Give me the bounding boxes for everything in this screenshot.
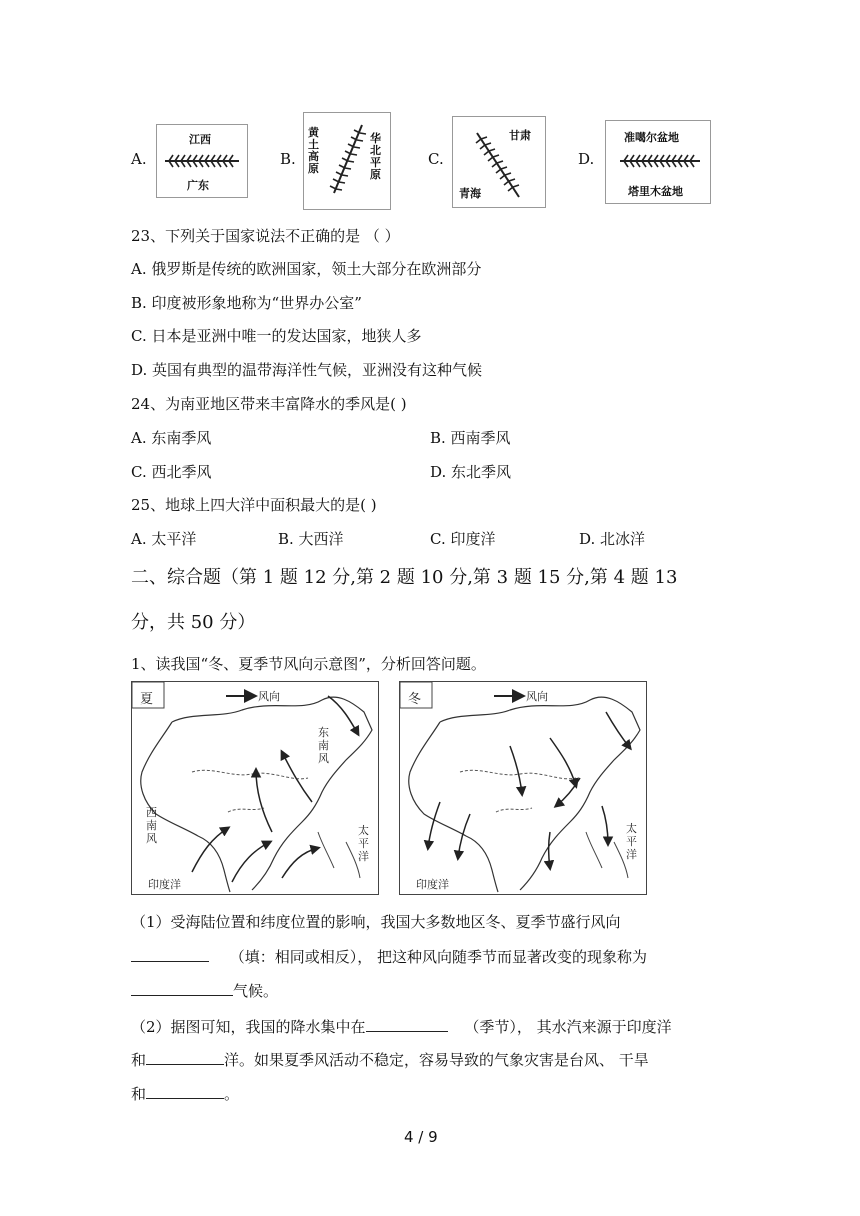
option-d-letter: D. (578, 150, 595, 168)
option-a-letter: A. (131, 150, 147, 168)
southwest-wind-label: 西南风 (146, 806, 157, 845)
q1-part1-line3 (131, 980, 278, 1001)
q1-part2-line3 (131, 1083, 239, 1104)
summer-indian-ocean-label: 印度洋 (148, 878, 181, 891)
option-c-letter: C. (428, 150, 444, 168)
summer-pacific-label: 太平洋 (358, 824, 369, 863)
option-b-left-label: 黄土高原 (308, 126, 319, 175)
q1-part2-text-d: 洋。如果夏季风活动不稳定，容易导致的气象灾害是台风、 干旱 (224, 1051, 649, 1069)
q1-part2-text-c: 和 (131, 1051, 147, 1069)
q23-option-c: C. 日本是亚洲中唯一的发达国家，地狭人多 (131, 327, 422, 345)
option-a-image (156, 124, 248, 198)
option-d-top-label: 准噶尔盆地 (624, 131, 679, 144)
section2-heading-line2: 分，共 50 分） (131, 612, 256, 633)
section2-heading-line1: 二、综合题（第 1 题 12 分,第 2 题 10 分,第 3 题 15 分,第 4 题 13 (131, 567, 678, 588)
southeast-wind-label: 东南风 (318, 726, 329, 765)
q24-option-c: C. 西北季风 (131, 463, 212, 481)
q23-option-b: B. 印度被形象地称为“世界办公室” (131, 294, 362, 312)
q1-part2-text-b: （季节）， 其水汽来源于印度洋 (464, 1018, 672, 1036)
winter-monsoon-map (399, 681, 647, 895)
page-number: 4 / 9 (404, 1128, 438, 1146)
summer-season-label: 夏 (140, 692, 154, 707)
q1-part1-line2 (131, 946, 647, 967)
option-a-bottom-label: 广东 (187, 179, 209, 192)
option-c-top-label: 甘肃 (509, 129, 531, 142)
winter-legend-label: 风向 (526, 690, 548, 703)
q1-part1-line1: （1）受海陆位置和纬度位置的影响，我国大多数地区冬、夏季节盛行风向 (131, 913, 621, 931)
answer-blank[interactable] (366, 1017, 448, 1032)
q24-stem: 24、为南亚地区带来丰富降水的季风是( ) (131, 395, 407, 413)
answer-blank[interactable] (131, 947, 209, 962)
q24-option-b: B. 西南季风 (430, 429, 511, 447)
q25-stem: 25、地球上四大洋中面积最大的是( ) (131, 496, 377, 514)
answer-blank[interactable] (146, 1050, 224, 1065)
summer-monsoon-map (131, 681, 379, 895)
winter-map-graphic (400, 682, 646, 894)
option-a-top-label: 江西 (189, 133, 211, 146)
q1-part2-text-f: 。 (224, 1085, 240, 1103)
q1-part2-text-a: （2）据图可知，我国的降水集中在 (131, 1018, 366, 1036)
summer-legend-label: 风向 (258, 690, 280, 703)
q23-option-a: A. 俄罗斯是传统的欧洲国家，领土大部分在欧洲部分 (131, 260, 482, 278)
q25-option-d: D. 北冰洋 (579, 530, 646, 548)
q1-part2-line1 (131, 1016, 672, 1037)
q24-option-a: A. 东南季风 (131, 429, 212, 447)
q25-option-c: C. 印度洋 (430, 530, 496, 548)
q1-stem: 1、读我国“冬、夏季节风向示意图”，分析回答问题。 (131, 655, 486, 673)
option-c-bottom-label: 青海 (459, 187, 481, 200)
q1-part1-line3-text: 气候。 (233, 982, 279, 1000)
winter-indian-ocean-label: 印度洋 (416, 878, 449, 891)
q25-option-b: B. 大西洋 (278, 530, 344, 548)
winter-pacific-label: 太平洋 (626, 822, 637, 861)
q1-part1-line2-text: （填：相同或相反）， 把这种风向随季节而显著改变的现象称为 (229, 948, 648, 966)
summer-map-graphic (132, 682, 378, 894)
q23-stem: 23、下列关于国家说法不正确的是 （ ） (131, 227, 400, 245)
option-b-right-label: 华北平原 (370, 132, 381, 181)
answer-blank[interactable] (131, 981, 233, 996)
q1-part2-line2 (131, 1049, 649, 1070)
option-d-image (605, 120, 711, 204)
option-c-image (452, 116, 546, 208)
option-b-letter: B. (280, 150, 296, 168)
q24-option-d: D. 东北季风 (430, 463, 512, 481)
option-b-image (303, 112, 391, 210)
winter-season-label: 冬 (408, 692, 422, 707)
q23-option-d: D. 英国有典型的温带海洋性气候，亚洲没有这种气候 (131, 361, 483, 379)
answer-blank[interactable] (146, 1084, 224, 1099)
q25-option-a: A. 太平洋 (131, 530, 197, 548)
option-d-bottom-label: 塔里木盆地 (628, 185, 683, 198)
q1-part2-text-e: 和 (131, 1085, 147, 1103)
